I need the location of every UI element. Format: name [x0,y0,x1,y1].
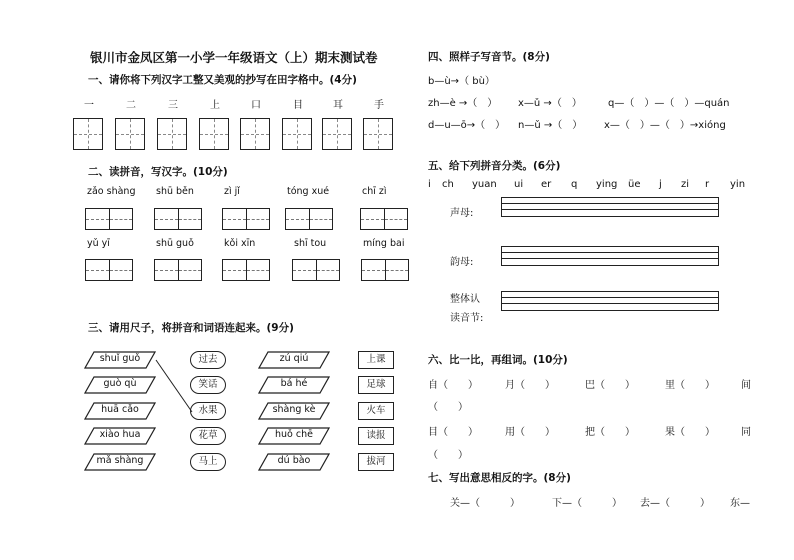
word-oval[interactable]: 过去 [190,351,226,369]
pinyin-label: shū běn [156,186,194,197]
pinyin-item: zi [681,179,690,190]
s6-r2b: （ ） [428,450,468,461]
example-syllable: b—ù→（ bù） [428,76,495,87]
section-6-heading: 六、比一比，再组词。(10分) [428,354,568,366]
pinyin-item: r [705,179,710,190]
s6-r1-1: 月（ ） [505,380,555,391]
model-char: 二 [126,100,136,111]
pinyin-label: míng bai [363,238,405,249]
section-1-heading: 一、请你将下列汉字工整又美观的抄写在田字格中。(4分) [88,74,357,86]
pinyin-item: yin [730,179,746,190]
label-zhengti-2: 读音节: [450,313,484,324]
s6-r1-0: 自（ ） [428,380,478,391]
s7-item-3: 东— [730,498,750,509]
word-box[interactable]: 火车 [358,402,394,420]
model-char: 口 [251,100,261,111]
pinyin-text: shuǐ guǒ [99,353,141,364]
pinyin-item: üe [628,179,641,190]
section-3-heading: 三、请用尺子，将拼音和词语连起来。(9分) [88,322,294,334]
s6-r2-4: 同 [741,427,751,438]
word-box[interactable]: 读报 [358,427,394,445]
section-7-heading: 七、写出意思相反的字。(8分) [428,472,571,484]
pinyin-text: huā cǎo [101,404,139,415]
pinyin-parallelogram[interactable] [258,427,330,445]
pinyin-parallelogram[interactable] [258,453,330,471]
section-4-heading: 四、照样子写音节。(8分) [428,51,550,63]
s4-r1-a: zh—è →（ ） [428,98,498,109]
pinyin-text: bá hé [280,378,308,389]
pinyin-label: shī tou [294,238,327,249]
pinyin-text: dú bào [277,455,311,466]
pinyin-parallelogram[interactable] [84,427,156,445]
pinyin-item: ui [514,179,524,190]
pinyin-item: yuan [472,179,497,190]
s6-r1-2: 巴（ ） [585,380,635,391]
pinyin-item: ch [442,179,454,190]
word-oval[interactable]: 水果 [190,402,226,420]
word-oval[interactable]: 马上 [190,453,226,471]
pinyin-parallelogram[interactable] [84,351,156,369]
pinyin-label: kǒi xīn [224,238,256,249]
pinyin-label: zì jǐ [224,186,240,197]
model-char: 目 [293,100,303,111]
word-oval[interactable]: 笑话 [190,376,226,394]
pinyin-label: shū guǒ [156,238,194,249]
s6-r2-0: 目（ ） [428,427,478,438]
model-char: 一 [84,100,94,111]
label-shengmu: 声母: [450,208,474,219]
s6-r2-1: 用（ ） [505,427,555,438]
pinyin-item: q [571,179,578,190]
word-oval[interactable]: 花草 [190,427,226,445]
writing-lines-shengmu[interactable] [501,197,719,217]
pinyin-parallelogram[interactable] [84,376,156,394]
s4-r2-c: x—（ ）—（ ）→xióng [604,120,726,131]
s7-item-1: 下—（ ） [552,498,622,509]
s6-r2-2: 把（ ） [585,427,635,438]
pinyin-parallelogram[interactable] [258,376,330,394]
pinyin-item: j [659,179,662,190]
pinyin-label: chī zì [362,186,387,197]
word-box[interactable]: 拔河 [358,453,394,471]
pinyin-text: huǒ chē [275,429,313,440]
section-5-heading: 五、给下列拼音分类。(6分) [428,160,561,172]
s4-r2-b: n—ǔ →（ ） [518,120,583,131]
word-box[interactable]: 上课 [358,351,394,369]
pinyin-parallelogram[interactable] [258,402,330,420]
s4-r1-b: x—ǔ →（ ） [518,98,582,109]
writing-lines-zhengti[interactable] [501,291,719,311]
pinyin-item: i [428,179,431,190]
pinyin-item: ying [596,179,618,190]
pinyin-text: shàng kè [272,404,316,415]
label-yunmu: 韵母: [450,257,474,268]
model-char: 三 [168,100,178,111]
pinyin-text: mǎ shàng [96,455,144,466]
s7-item-2: 去—（ ） [640,498,710,509]
pinyin-text: xiào hua [99,429,141,440]
model-char: 手 [374,100,384,111]
s7-item-0: 关—（ ） [450,498,520,509]
section-2-heading: 二、读拼音，写汉字。(10分) [88,166,228,178]
s6-r1-4: 间 [741,380,751,391]
pinyin-label: zǎo shàng [87,186,136,197]
page-title: 银川市金凤区第一小学一年级语文（上）期末测试卷 [90,50,378,65]
model-char: 耳 [333,100,343,111]
model-char: 上 [210,100,220,111]
s6-r2-3: 果（ ） [665,427,715,438]
s6-r1-3: 里（ ） [665,380,715,391]
word-box[interactable]: 足球 [358,376,394,394]
pinyin-parallelogram[interactable] [84,453,156,471]
label-zhengti-1: 整体认 [450,294,480,305]
pinyin-label: tóng xué [287,186,330,197]
pinyin-item: er [541,179,552,190]
pinyin-parallelogram[interactable] [258,351,330,369]
s4-r2-a: d—u—ō→（ ） [428,120,506,131]
writing-lines-yunmu[interactable] [501,246,719,266]
s4-r1-c: q—（ ）—（ ）—quán [608,98,730,109]
pinyin-parallelogram[interactable] [84,402,156,420]
pinyin-text: guò qù [103,378,137,389]
s6-r1b: （ ） [428,402,468,413]
pinyin-label: yǔ yī [87,238,110,249]
pinyin-text: zú qiú [279,353,309,364]
